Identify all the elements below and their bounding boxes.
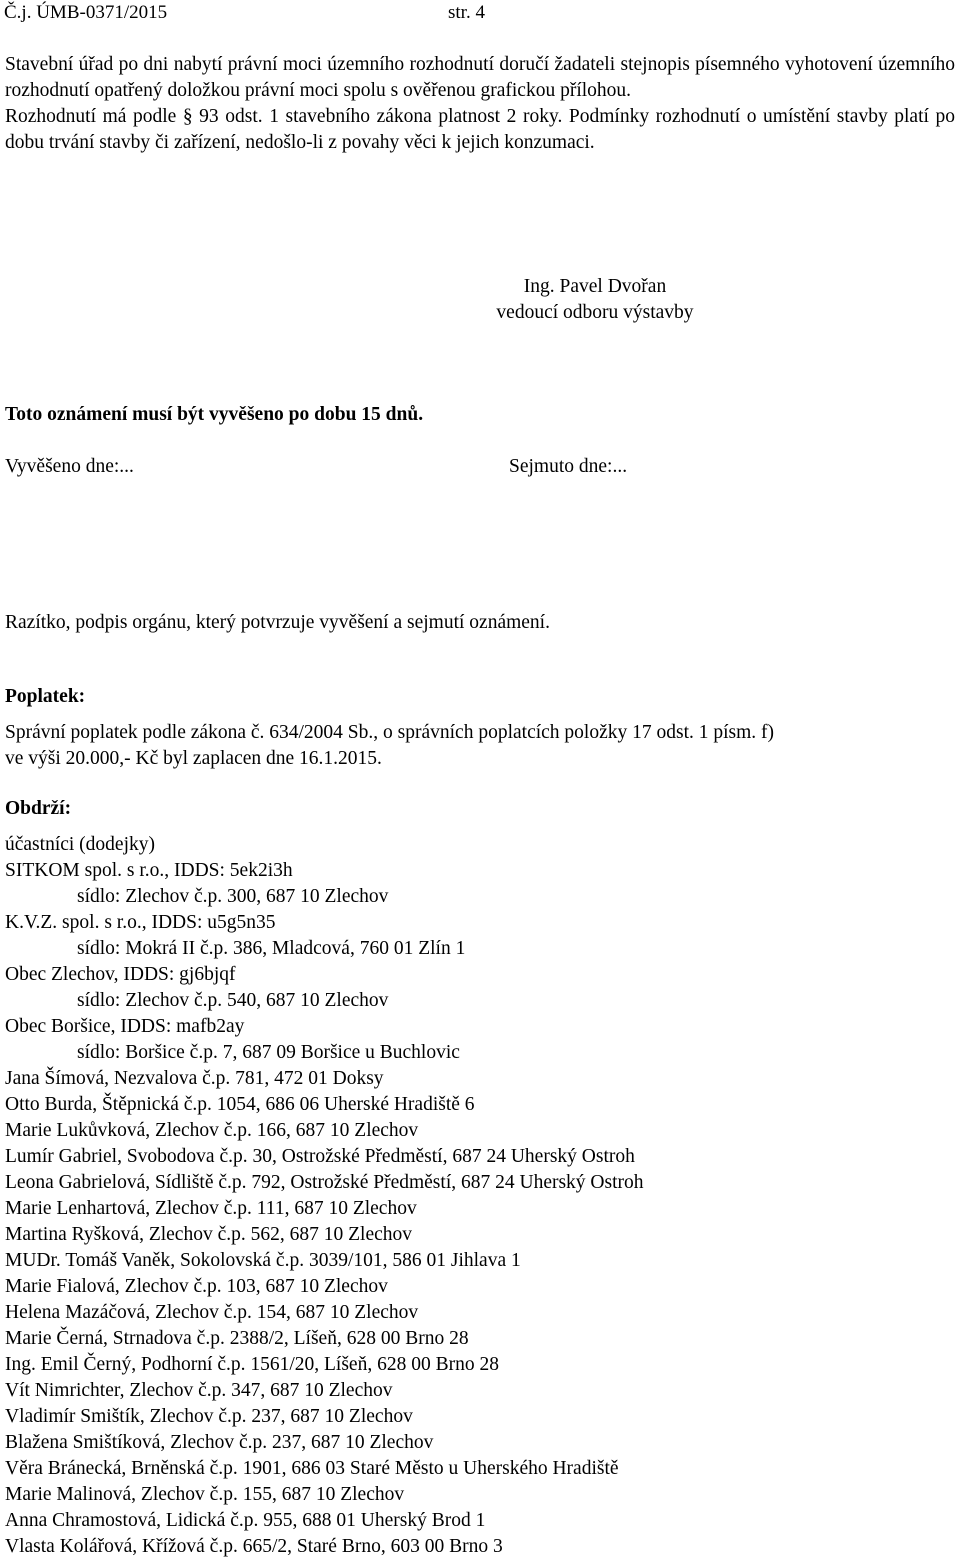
recipients-heading: Obdrží: [5,798,72,819]
fee-text [5,720,955,772]
recipient-item: Obec Zlechov, IDDS: gj6bjqf [5,964,236,985]
recipient-address: sídlo: Mokrá II č.p. 386, Mladcová, 760 01 Zlín 1 [77,938,466,959]
paragraph-delivery: Stavební úřad po dni nabytí právní moci územního rozhodnutí doručí žadateli stejnopis písemného vyhotovení územního rozhodnutí opatřený doložkou právní moci spolu s ověřenou grafickou přílohou. [5,54,955,101]
signatory-name: Ing. Pavel Dvořan [523,276,667,297]
recipient-item: Vlasta Kolářová, Křížová č.p. 665/2, Staré Brno, 603 00 Brno 3 [5,1536,503,1557]
page-header [4,2,485,24]
recipient-item: SITKOM spol. s r.o., IDDS: 5ek2i3h [5,860,293,881]
recipient-item: Marie Malinová, Zlechov č.p. 155, 687 10 Zlechov [5,1484,405,1505]
recipient-address: sídlo: Zlechov č.p. 300, 687 10 Zlechov [77,886,389,907]
recipient-item: Vladimír Smištík, Zlechov č.p. 237, 687 10 Zlechov [5,1406,413,1427]
page-number: str. 4 [448,2,485,23]
recipient-item: Marie Fialová, Zlechov č.p. 103, 687 10 Zlechov [5,1276,388,1297]
recipient-item: K.V.Z. spol. s r.o., IDDS: u5g5n35 [5,912,276,933]
recipient-item: Marie Lukůvková, Zlechov č.p. 166, 687 10 Zlechov [5,1120,419,1141]
fee-line: Správní poplatek podle zákona č. 634/2004 Sb., o správních poplatcích položky 17 odst. 1 písm. f) [5,722,775,743]
reference-number: Č.j. ÚMB-0371/2015 [4,2,168,23]
recipient-address: sídlo: Zlechov č.p. 540, 687 10 Zlechov [77,990,389,1011]
recipient-item: Obec Boršice, IDDS: mafb2ay [5,1016,245,1037]
recipient-item: Anna Chramostová, Lidická č.p. 955, 688 01 Uherský Brod 1 [5,1510,486,1531]
recipient-item: účastníci (dodejky) [5,834,155,855]
paragraph-validity: Rozhodnutí má podle § 93 odst. 1 stavebního zákona platnost 2 roky. Podmínky rozhodnutí o umístění stavby platí po dobu trvání stavby či zařízení, nedošlo-li z povahy věci k jejich konzumaci. [5,106,955,153]
posted-date: Vyvěšeno dne:... [5,456,134,477]
recipient-item: Helena Mazáčová, Zlechov č.p. 154, 687 10 Zlechov [5,1302,419,1323]
recipient-item: Ing. Emil Černý, Podhorní č.p. 1561/20, Líšeň, 628 00 Brno 28 [5,1354,499,1375]
recipient-item: Jana Šímová, Nezvalova č.p. 781, 472 01 Doksy [5,1068,384,1089]
decision-text [5,52,955,156]
recipient-item: Martina Ryšková, Zlechov č.p. 562, 687 10 Zlechov [5,1224,413,1245]
posting-notice: Toto oznámení musí být vyvěšeno po dobu 15 dnů. [5,404,424,425]
recipient-item: Otto Burda, Štěpnická č.p. 1054, 686 06 Uherské Hradiště 6 [5,1094,475,1115]
recipients-list [5,832,955,1560]
recipient-item: Vít Nimrichter, Zlechov č.p. 347, 687 10 Zlechov [5,1380,393,1401]
removed-date: Sejmuto dne:... [509,456,628,477]
recipient-item: MUDr. Tomáš Vaněk, Sokolovská č.p. 3039/101, 586 01 Jihlava 1 [5,1250,521,1271]
recipient-item: Věra Bránecká, Brněnská č.p. 1901, 686 03 Staré Město u Uherského Hradiště [5,1458,619,1479]
fee-line: ve výši 20.000,- Kč byl zaplacen dne 16.1.2015. [5,748,382,769]
recipient-address: sídlo: Boršice č.p. 7, 687 09 Boršice u Buchlovic [77,1042,460,1063]
recipient-item: Marie Černá, Strnadova č.p. 2388/2, Líšeň, 628 00 Brno 28 [5,1328,469,1349]
fee-heading: Poplatek: [5,686,86,707]
recipient-item: Lumír Gabriel, Svobodova č.p. 30, Ostrožské Předměstí, 687 24 Uherský Ostroh [5,1146,635,1167]
recipient-item: Marie Lenhartová, Zlechov č.p. 111, 687 10 Zlechov [5,1198,417,1219]
signatory-role: vedoucí odboru výstavby [496,302,694,323]
signature-block [420,274,770,326]
recipient-item: Blažena Smištíková, Zlechov č.p. 237, 687 10 Zlechov [5,1432,434,1453]
recipient-item: Leona Gabrielová, Sídliště č.p. 792, Ostrožské Předměstí, 687 24 Uherský Ostroh [5,1172,644,1193]
stamp-instruction: Razítko, podpis orgánu, který potvrzuje vyvěšení a sejmutí oznámení. [5,612,550,633]
